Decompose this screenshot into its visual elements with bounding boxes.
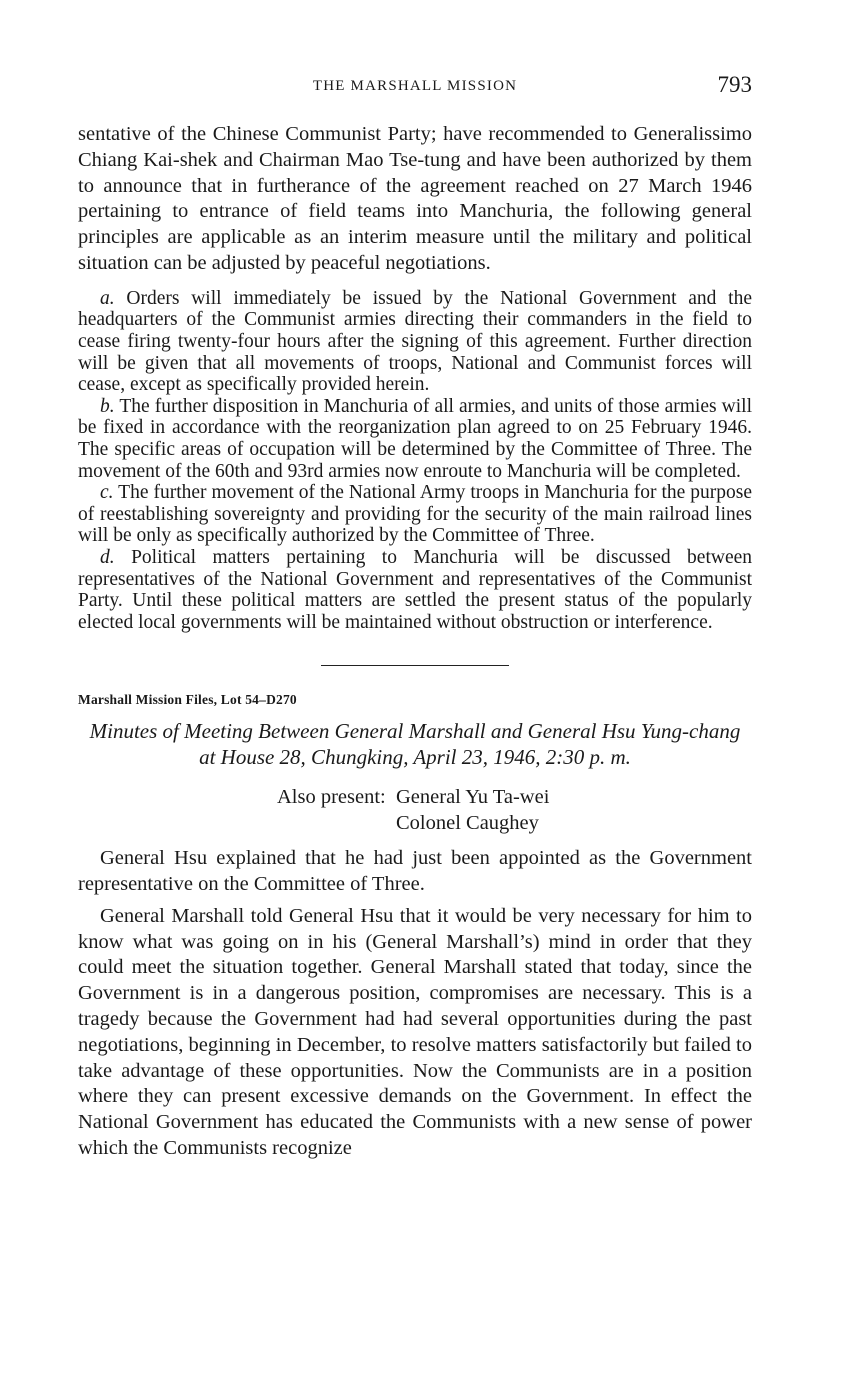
minutes-paragraph-2: General Marshall told General Hsu that it would be very necessary for him to know what was going on in his (General Marshall’s) mind in order that they could meet the situation together. General Marshall stated that today, since the Government is in a dangerous position, compromises are necessary. This is a tragedy because the Government had had several opportunities during the past negotiations, beginning in December, to resolve matters satisfactorily but failed to take advantage of these opportunities. Now the Communists are in a position where they can present excessive demands on the Government. In effect the National Government has educated the Communists with a new sense of power which the Communists recognize xyxy=(78,904,752,1160)
provision-text: The further disposition in Manchuria of all armies, and units of those armies will be fixed in accordance with the reorganization plan agreed to on 25 February 1946. The specific areas of occupation will be determined by the Committee of Three. The movement of the 60th and 93rd armies now enroute to Manchuria will be completed. xyxy=(78,395,752,482)
provision-letter: d. xyxy=(100,546,115,568)
running-title: THE MARSHALL MISSION xyxy=(312,78,518,94)
attendance-label xyxy=(78,784,396,836)
minutes-paragraph-1: General Hsu explained that he had just been appointed as the Government representative on the Committee of Three. xyxy=(78,847,752,896)
page-number: 793 xyxy=(717,72,752,97)
attendee-name: General Yu Ta-wei xyxy=(396,786,550,809)
document-title: Minutes of Meeting Between General Marshall and General Hsu Yung-chang at House 28, Chungking, April 23, 1946, 2:30 p. m. xyxy=(89,719,741,770)
attendee-name: Colonel Caughey xyxy=(396,812,539,835)
attendance-block xyxy=(78,784,752,836)
document-page xyxy=(78,70,752,1162)
provision-letter: b. xyxy=(100,395,115,417)
opening-paragraph: sentative of the Chinese Communist Party; have recommended to Generalissimo Chiang Kai-shek and Chairman Mao Tse-tung and have been authorized by them to announce that in furtherance of the agreement reached on 27 March 1946 pertaining to entrance of field teams into Manchuria, the following general principles are applicable as an interim measure until the military and political situation can be adjusted by peaceful negotiations. xyxy=(78,123,752,274)
provision-letter: c. xyxy=(100,482,114,504)
provision-letter: a. xyxy=(100,287,115,309)
attendee-list xyxy=(396,784,549,836)
running-head xyxy=(78,70,752,104)
provision-b xyxy=(78,396,752,482)
provision-d xyxy=(78,547,752,633)
provision-list xyxy=(78,288,752,634)
provision-text: Orders will immediately be issued by the National Government and the headquarters of the Communist armies directing their commanders in the field to cease firing twenty-four hours after the signing of this agreement. Further direction will be given that all movements of troops, National and Communist forces will cease, except as specifically provided herein. xyxy=(78,287,752,396)
attendance-label-text: Also present: xyxy=(277,786,386,809)
provision-c xyxy=(78,482,752,547)
section-divider xyxy=(321,665,509,666)
provision-a xyxy=(78,288,752,396)
provision-text: Political matters pertaining to Manchuria will be discussed between representatives of the National Government and representatives of the Communist Party. Until these political matters are settled the present status of the popularly elected local governments will be maintained without obstruction or interference. xyxy=(78,546,753,633)
source-note: Marshall Mission Files, Lot 54–D270 xyxy=(78,692,297,708)
provision-text: The further movement of the National Army troops in Manchuria for the purpose of reestablishing sovereignty and providing for the security of the main railroad lines will be only as specifically authorized by the Committee of Three. xyxy=(78,482,752,547)
